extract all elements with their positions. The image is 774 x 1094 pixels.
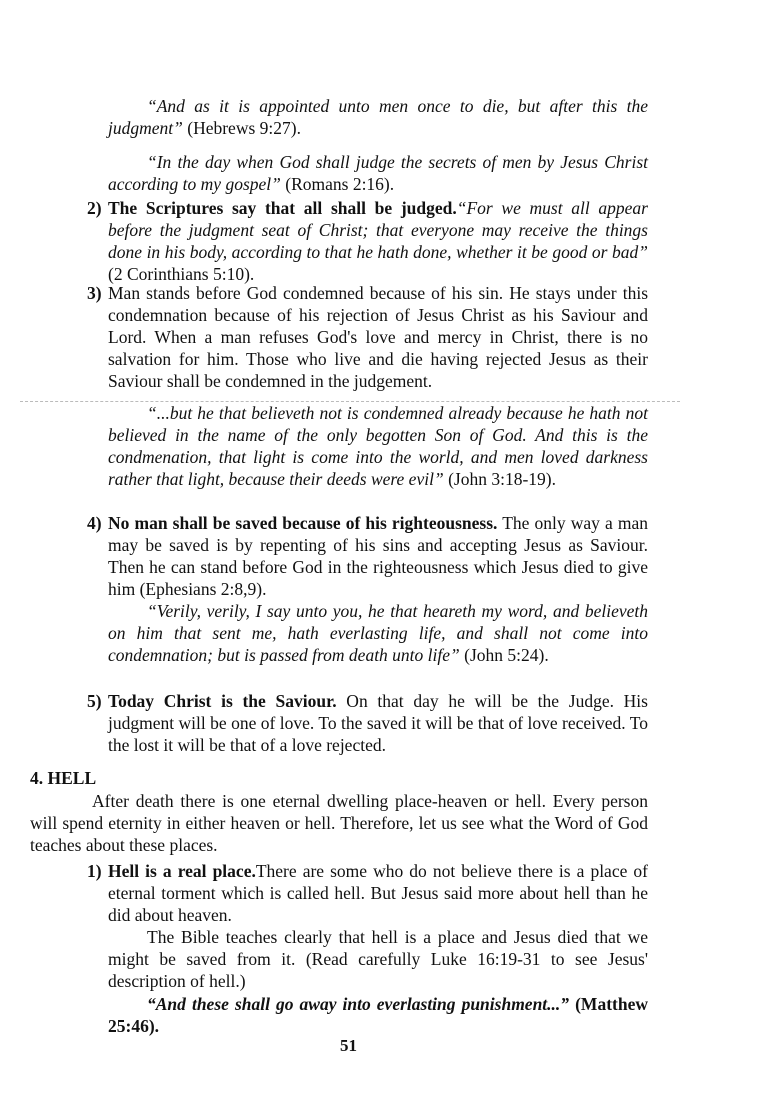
item-number: 5) (87, 691, 102, 711)
quote-reference: (John 3:18-19). (443, 469, 556, 489)
quote-matthew (108, 993, 648, 1037)
hell-item-1 (87, 860, 648, 926)
quote-text: “In the day when God shall judge the secrets of men by Jesus Christ according to my gospel” (108, 152, 648, 194)
quote-text: “And these shall go away into everlasting punishment...” (147, 994, 570, 1014)
quote-reference: (Hebrews 9:27). (182, 118, 301, 138)
item-heading: The Scriptures say that all shall be judged. (108, 198, 457, 218)
quote-reference: (John 5:24). (459, 645, 549, 665)
item-heading: Today Christ is the Saviour. (108, 691, 337, 711)
item-text: There are some who do not believe there is a place of eternal torment which is called hell. But Jesus said more about hell than he did about heaven. (108, 861, 648, 925)
quote-john-3 (108, 402, 648, 490)
item-text: The only way a man may be saved is by repenting of his sins and accepting Jesus as Saviour. Then he can stand before God in the righteousness which Jesus died to give him (Ephesians 2:8,9). (108, 513, 648, 599)
item-2 (87, 197, 648, 285)
quote-text: “And as it is appointed unto men once to die, but after this the judgment” (108, 96, 648, 138)
item-text: On that day he will be the Judge. His judgment will be one of love. To the saved it will be that of love received. To the lost it will be that of a love rejected. (108, 691, 648, 755)
item-number: 4) (87, 513, 102, 533)
quote-text: “For we must all appear before the judgment seat of Christ; that everyone may receive the things done in his body, according to that he hath done, whether it be good or bad” (108, 198, 648, 262)
item-4 (87, 512, 648, 600)
item-3 (87, 282, 648, 392)
quote-reference: (Romans 2:16). (280, 174, 395, 194)
item-number: 2) (87, 198, 102, 218)
item-number: 3) (87, 283, 102, 303)
quote-text: “Verily, verily, I say unto you, he that heareth my word, and believeth on him that sent me, hath everlasting life, and shall not come into condemnation; but is passed from death unto life” (108, 601, 648, 665)
item-text: Man stands before God condemned because of his sin. He stays under this condemnation because of his rejection of Jesus Christ as his Saviour and Lord. When a man refuses God's love and mercy in Christ, there is no salvation for him. Those who live and die having rejected Jesus as their Saviour shall be condemned in the judgement. (108, 283, 648, 391)
section-heading: 4. HELL (30, 768, 97, 788)
quote-reference: (2 Corinthians 5:10). (108, 264, 255, 284)
item-heading: No man shall be saved because of his righteousness. (108, 513, 498, 533)
item-number: 1) (87, 861, 102, 881)
item-5 (87, 690, 648, 756)
quote-reference: (Matthew 25:46). (108, 994, 648, 1036)
quote-text: “...but he that believeth not is condemned already because he hath not believed in the name of the only begotten Son of God. And this is the condmenation, that light is come into the world, and men loved darkness rather that light, because their deeds were evil” (108, 403, 648, 489)
page-number: 51 (340, 1036, 357, 1055)
quote-john-5 (108, 600, 648, 666)
item-heading: Hell is a real place. (108, 861, 256, 881)
hell-paragraph: The Bible teaches clearly that hell is a place and Jesus died that we might be saved from it. (Read carefully Luke 16:19-31 to see Jesus' description of hell.) (108, 927, 648, 991)
quote-romans (108, 151, 648, 195)
section-intro: After death there is one eternal dwelling place-heaven or hell. Every person will spend eternity in either heaven or hell. Therefore, let us see what the Word of God teaches about these places. (30, 791, 648, 855)
quote-hebrews (108, 95, 648, 139)
